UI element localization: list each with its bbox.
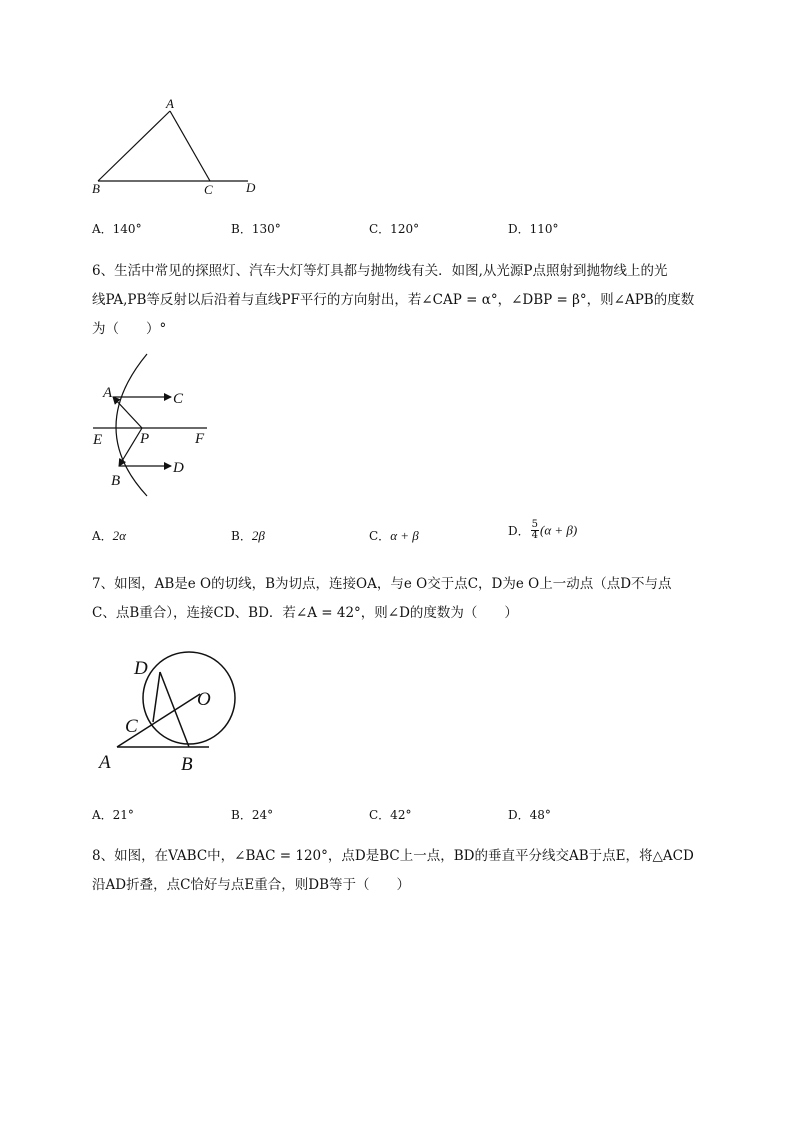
- q6-choice-a-letter: A．: [92, 529, 113, 543]
- q7-choice-c[interactable]: C．42°: [369, 808, 412, 822]
- q6-choice-c-letter: C．: [369, 529, 391, 543]
- q6-choice-d-tail: (α + β): [540, 522, 578, 538]
- label-b: B: [181, 754, 193, 775]
- q6-choice-d-letter: D．: [508, 524, 530, 538]
- q6-choices: [92, 519, 712, 554]
- parabola-figure: [85, 350, 220, 498]
- q6-choice-a-value: 2α: [112, 528, 126, 543]
- label-a: A: [103, 385, 113, 401]
- fraction-numerator: 5: [531, 519, 538, 530]
- label-c: C: [173, 391, 184, 407]
- q6-choice-d[interactable]: [508, 520, 577, 541]
- label-a: A: [99, 752, 111, 773]
- label-p: P: [140, 431, 150, 447]
- q5-choice-d[interactable]: D．110°: [508, 222, 559, 236]
- q6-choice-b[interactable]: [231, 527, 265, 544]
- question-7: [92, 570, 742, 628]
- label-f: F: [195, 431, 205, 447]
- q5-choice-a[interactable]: A．140°: [92, 222, 142, 236]
- q6-line-3: 为（ ）°: [92, 321, 167, 337]
- question-8: [92, 842, 742, 900]
- q7-choice-d[interactable]: D．48°: [508, 808, 551, 822]
- question-6: [92, 257, 742, 344]
- label-e: E: [93, 432, 103, 448]
- q6-line-1: 6、生活中常见的探照灯、汽车大灯等灯具都与抛物线有关．如图,从光源P点照射到抛物线上的光: [92, 263, 668, 279]
- triangle-figure: [88, 95, 268, 200]
- q7-line-2: C、点B重合），连接CD、BD．若∠A = 42°，则∠D的度数为（ ）: [92, 605, 518, 621]
- q5-choices: [92, 220, 712, 242]
- label-d: D: [134, 658, 148, 679]
- q6-choice-d-fraction: [531, 520, 539, 541]
- q6-choice-b-letter: B．: [231, 529, 252, 543]
- q5-choice-b[interactable]: B．130°: [231, 222, 281, 236]
- q6-choice-c[interactable]: [369, 527, 419, 544]
- label-b: B: [111, 473, 121, 489]
- q7-choice-b[interactable]: B．24°: [231, 808, 274, 822]
- label-c: C: [125, 716, 138, 737]
- q8-line-2: 沿AD折叠，点C恰好与点E重合，则DB等于（ ）: [92, 877, 411, 893]
- label-o: O: [197, 689, 211, 710]
- q6-line-2: 线PA,PB等反射以后沿着与直线PF平行的方向射出，若∠CAP = α°，∠DBP = β°，则∠APB的度数: [92, 292, 695, 308]
- label-c: C: [204, 182, 213, 197]
- label-d: D: [246, 180, 256, 195]
- q6-choice-a[interactable]: [92, 527, 126, 544]
- q7-choices: [92, 806, 712, 828]
- label-b: B: [92, 181, 100, 196]
- q6-choice-b-value: 2β: [251, 528, 265, 543]
- q6-choice-c-value: α + β: [390, 528, 419, 543]
- q7-line-1: 7、如图，AB是e O的切线，B为切点，连接OA，与e O交于点C，D为e O上一动点（点D不与点: [92, 576, 672, 592]
- q7-choice-a[interactable]: A．21°: [92, 808, 134, 822]
- circle-tangent-figure: [92, 650, 252, 775]
- label-a: A: [166, 96, 174, 111]
- fraction-denominator: 4: [531, 530, 538, 541]
- label-d: D: [173, 460, 184, 476]
- q5-choice-c[interactable]: C．120°: [369, 222, 420, 236]
- q8-line-1: 8、如图，在VABC中，∠BAC = 120°，点D是BC上一点，BD的垂直平分线交AB于点E，将△ACD: [92, 848, 694, 864]
